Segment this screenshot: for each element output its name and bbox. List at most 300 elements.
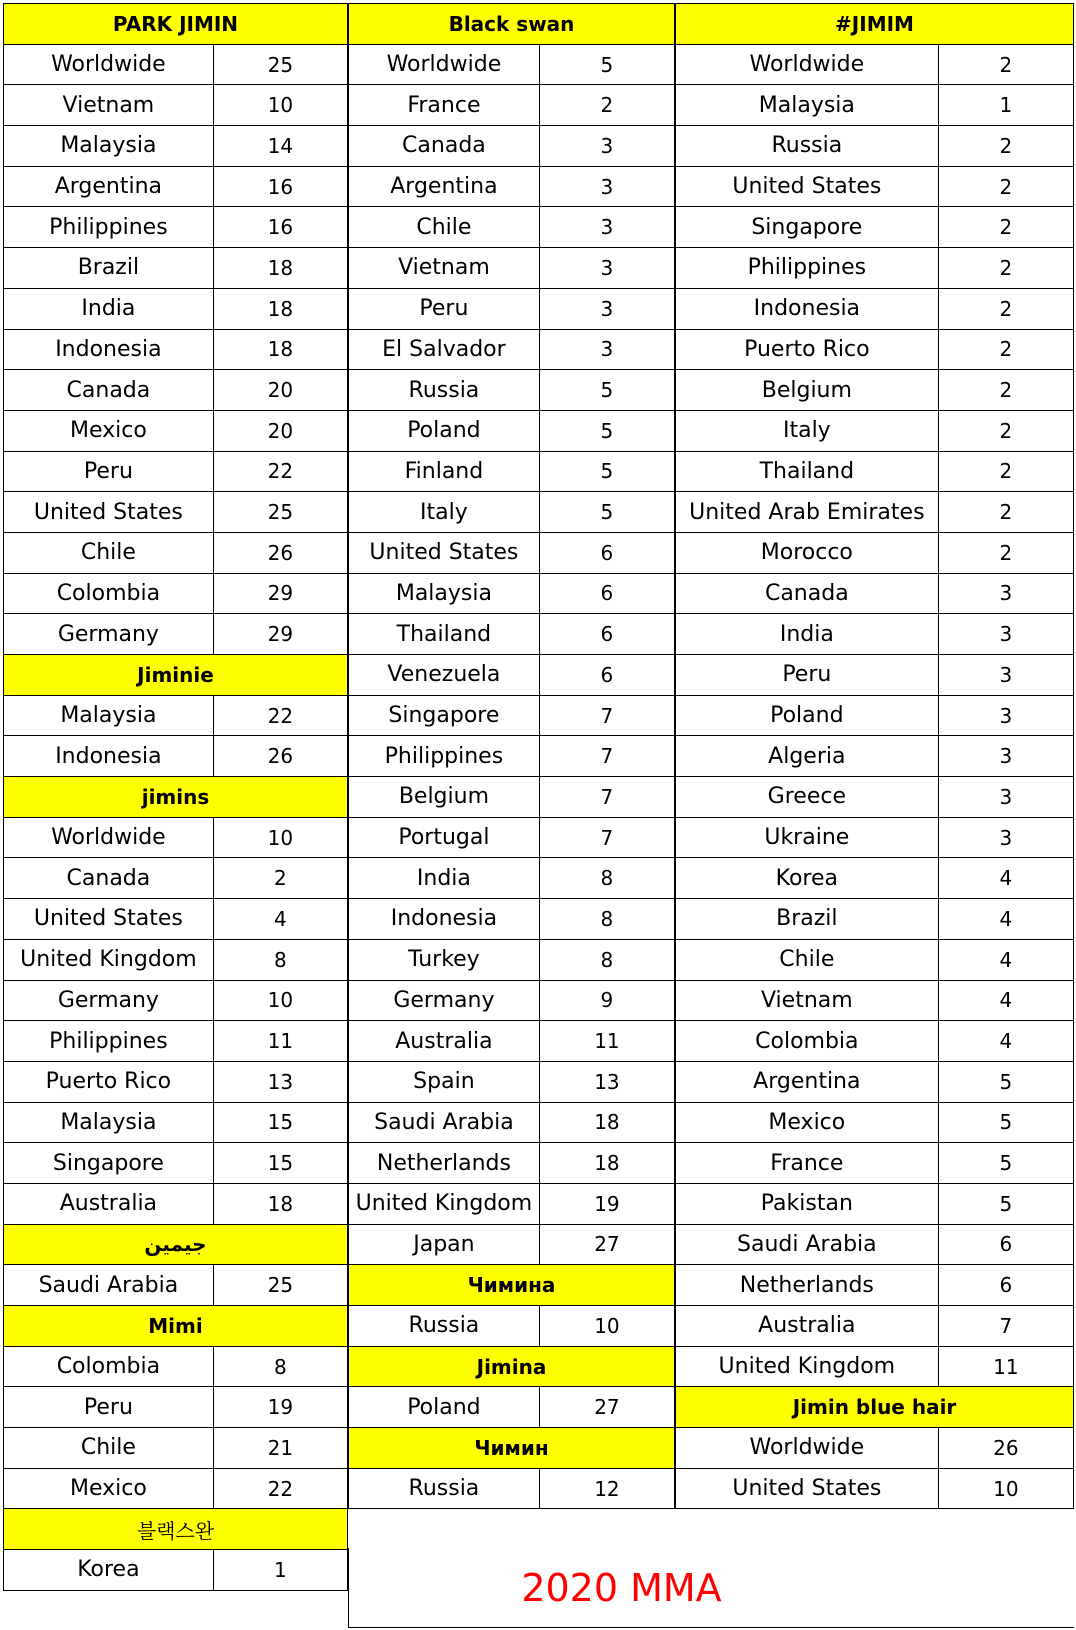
rank-cell: 3 [999,703,1013,728]
rank-cell: 20 [267,378,294,403]
rank-cell: 2 [999,337,1013,362]
table-row [348,898,675,940]
rank-cell: 15 [267,1151,294,1176]
table-row [675,166,1074,208]
rank-cell: 27 [594,1232,620,1257]
country-cell: Argentina [349,167,540,207]
country-cell: France [676,1143,939,1183]
country-cell: Vietnam [4,85,214,125]
rank-cell: 25 [267,52,294,77]
table-row [675,1427,1074,1469]
table-row [3,329,348,371]
rank-cell: 2 [999,133,1013,158]
country-cell: Mexico [4,1469,214,1509]
table-row [675,206,1074,248]
table-row [348,695,675,737]
rank-cell: 3 [999,581,1013,606]
rank-cell: 5 [999,1151,1013,1176]
section-header: Mimi [3,1305,348,1347]
country-cell: Venezuela [349,655,540,695]
country-cell: Chile [349,207,540,247]
table-row [3,410,348,452]
table-row [3,1061,348,1103]
table-row [348,573,675,615]
country-cell: Puerto Rico [4,1062,214,1102]
country-cell: Philippines [349,736,540,776]
rank-cell: 7 [600,744,614,769]
rank-cell: 18 [267,1191,294,1216]
table-row [3,1386,348,1428]
table-row [675,1305,1074,1347]
country-cell: Indonesia [349,899,540,939]
rank-cell: 13 [267,1069,294,1094]
rank-cell: 8 [600,866,614,891]
rank-cell: 2 [999,378,1013,403]
table-row [675,125,1074,167]
table-row [348,1183,675,1225]
rank-cell: 22 [267,459,294,484]
table-row [348,1061,675,1103]
country-cell: Malaysia [4,1103,214,1143]
rank-cell: 22 [267,1476,294,1501]
rank-cell: 7 [600,784,614,809]
table-row [675,1061,1074,1103]
table-row [3,573,348,615]
country-cell: Ukraine [676,818,939,858]
table-row [3,491,348,533]
country-cell: Russia [349,1306,540,1346]
rank-cell: 16 [267,215,294,240]
rank-cell: 8 [274,947,287,972]
country-cell: Poland [349,411,540,451]
table-row [3,980,348,1022]
rank-cell: 11 [267,1029,294,1054]
table-row [348,84,675,126]
country-cell: United Kingdom [4,940,214,980]
rank-cell: 6 [600,581,614,606]
table-row [675,857,1074,899]
table-row [675,1264,1074,1306]
rank-cell: 19 [267,1395,294,1420]
footer [348,1548,1074,1628]
country-cell: United States [676,1469,939,1509]
country-cell: El Salvador [349,330,540,370]
table-row [675,410,1074,452]
rank-cell: 19 [594,1191,620,1216]
country-cell: United States [349,533,540,573]
country-cell: Malaysia [4,696,214,736]
section-header: Black swan [348,3,675,45]
table-row [675,817,1074,859]
country-cell: Worldwide [676,45,939,85]
table-row [348,857,675,899]
table-row [3,1549,348,1591]
table-row [348,1468,675,1510]
table-row [3,1020,348,1062]
country-cell: Russia [349,370,540,410]
table-row [348,817,675,859]
country-cell: Australia [4,1184,214,1224]
country-cell: Singapore [349,696,540,736]
table-row [675,695,1074,737]
column-middle [348,4,675,1509]
country-cell: Morocco [676,533,939,573]
country-cell: United States [676,167,939,207]
rank-cell: 2 [999,52,1013,77]
rank-cell: 5 [600,500,614,525]
country-cell: Malaysia [4,126,214,166]
rank-cell: 2 [274,866,287,891]
rank-cell: 4 [999,866,1013,891]
country-cell: Worldwide [4,45,214,85]
country-cell: Portugal [349,818,540,858]
country-cell: Brazil [4,248,214,288]
country-cell: Colombia [4,1347,214,1387]
country-cell: Singapore [676,207,939,247]
table-row [348,125,675,167]
table-row [348,532,675,574]
section-header: Jiminie [3,654,348,696]
rank-cell: 3 [999,744,1013,769]
table-row [3,288,348,330]
table-row [675,573,1074,615]
rank-cell: 2 [999,215,1013,240]
rank-cell: 8 [600,947,614,972]
table-row [3,1346,348,1388]
country-cell: France [349,85,540,125]
rank-cell: 11 [594,1029,620,1054]
column-right [675,4,1074,1509]
rank-cell: 5 [600,418,614,443]
rank-cell: 2 [600,93,614,118]
country-cell: Indonesia [676,289,939,329]
country-cell: Thailand [676,452,939,492]
country-cell: Philippines [4,207,214,247]
rank-cell: 4 [999,1029,1013,1054]
section-header: #JIMIM [675,3,1074,45]
table-row [348,44,675,86]
table-row [675,1183,1074,1225]
country-cell: Canada [4,858,214,898]
country-cell: Germany [4,981,214,1021]
table-row [3,1183,348,1225]
rank-cell: 7 [600,703,614,728]
rank-cell: 10 [267,825,294,850]
table-row [348,1224,675,1266]
country-cell: Puerto Rico [676,330,939,370]
table-row [348,776,675,818]
rank-cell: 4 [999,988,1013,1013]
table-row [348,735,675,777]
rank-cell: 18 [594,1110,620,1135]
rank-cell: 8 [600,906,614,931]
table-row [675,939,1074,981]
rank-cell: 26 [267,744,294,769]
table-row [675,776,1074,818]
table-row [675,369,1074,411]
table-row [675,1224,1074,1266]
rank-cell: 2 [999,255,1013,280]
rank-cell: 5 [600,378,614,403]
rank-cell: 7 [600,825,614,850]
country-cell: Chile [4,533,214,573]
table-row [675,329,1074,371]
rank-cell: 14 [267,133,294,158]
section-header: Чимина [348,1264,675,1306]
table-row [3,898,348,940]
country-cell: Saudi Arabia [4,1265,214,1305]
country-cell: Peru [349,289,540,329]
rank-cell: 15 [267,1110,294,1135]
country-cell: Finland [349,452,540,492]
country-cell: Algeria [676,736,939,776]
table-row [348,613,675,655]
country-cell: Canada [676,574,939,614]
country-cell: United States [4,492,214,532]
country-cell: India [349,858,540,898]
country-cell: Malaysia [349,574,540,614]
table-row [675,532,1074,574]
country-cell: Russia [676,126,939,166]
table-row [675,288,1074,330]
column-left [3,4,348,1591]
country-cell: Japan [349,1225,540,1265]
table-row [3,247,348,289]
rank-cell: 4 [274,906,287,931]
table-row [348,247,675,289]
rank-cell: 2 [999,540,1013,565]
table-row [675,980,1074,1022]
rank-cell: 2 [999,174,1013,199]
rank-cell: 21 [267,1435,294,1460]
table-row [3,1264,348,1306]
rank-cell: 29 [267,581,294,606]
rank-cell: 3 [999,662,1013,687]
table-row [348,166,675,208]
table-row [675,1020,1074,1062]
rank-cell: 26 [993,1435,1019,1460]
footer-title: 2020 MMA [521,1565,722,1610]
rank-cell: 3 [999,622,1013,647]
country-cell: Canada [4,370,214,410]
country-cell: Thailand [349,614,540,654]
table-row [3,613,348,655]
table-row [3,166,348,208]
rank-cell: 3 [999,784,1013,809]
country-cell: Australia [349,1021,540,1061]
country-cell: Netherlands [676,1265,939,1305]
country-cell: Saudi Arabia [349,1103,540,1143]
table-row [675,491,1074,533]
rank-cell: 1 [999,93,1013,118]
country-cell: Mexico [676,1103,939,1143]
table-row [3,1102,348,1144]
rank-cell: 1 [274,1557,287,1582]
country-cell: Indonesia [4,736,214,776]
country-cell: Germany [349,981,540,1021]
rank-cell: 18 [267,255,294,280]
country-cell: Pakistan [676,1184,939,1224]
table-row [675,1468,1074,1510]
rank-cell: 3 [600,174,614,199]
country-cell: Colombia [676,1021,939,1061]
table-row [675,654,1074,696]
table-row [348,451,675,493]
country-cell: Worldwide [676,1428,939,1468]
table-row [675,1346,1074,1388]
country-cell: Turkey [349,940,540,980]
table-row [348,1305,675,1347]
section-header: جيمين [3,1224,348,1266]
table-row [3,735,348,777]
country-cell: Worldwide [349,45,540,85]
rank-cell: 3 [600,133,614,158]
rank-cell: 3 [600,296,614,321]
country-cell: Poland [349,1387,540,1427]
table-row [3,1427,348,1469]
table-row [348,288,675,330]
rank-cell: 18 [594,1151,620,1176]
table-row [348,369,675,411]
rank-cell: 18 [267,337,294,362]
rank-cell: 25 [267,1273,294,1298]
table-row [348,206,675,248]
rank-cell: 18 [267,296,294,321]
table-row [348,1102,675,1144]
table-row [348,654,675,696]
table-row [3,817,348,859]
rank-cell: 27 [594,1395,620,1420]
table-row [348,939,675,981]
country-cell: Greece [676,777,939,817]
table-row [348,1386,675,1428]
section-header: jimins [3,776,348,818]
country-cell: Philippines [676,248,939,288]
table-row [3,84,348,126]
country-cell: Italy [349,492,540,532]
rank-cell: 2 [999,459,1013,484]
rank-cell: 29 [267,622,294,647]
rank-cell: 3 [600,215,614,240]
rank-cell: 2 [999,418,1013,443]
rank-cell: 6 [999,1273,1013,1298]
country-cell: Canada [349,126,540,166]
rank-cell: 8 [274,1354,287,1379]
table-row [3,44,348,86]
table-row [348,491,675,533]
section-header: Чимин [348,1427,675,1469]
table-row [675,44,1074,86]
country-cell: Peru [4,452,214,492]
table-row [3,695,348,737]
rank-cell: 4 [999,906,1013,931]
rank-cell: 7 [999,1313,1013,1338]
rank-cell: 22 [267,703,294,728]
table-row [348,980,675,1022]
table-row [3,1468,348,1510]
country-cell: Peru [676,655,939,695]
rank-cell: 2 [999,500,1013,525]
country-cell: Vietnam [349,248,540,288]
country-cell: Chile [676,940,939,980]
table-row [3,1142,348,1184]
country-cell: Chile [4,1428,214,1468]
rank-cell: 16 [267,174,294,199]
table-row [3,451,348,493]
country-cell: Korea [4,1550,214,1590]
country-cell: Poland [676,696,939,736]
table-row [348,1142,675,1184]
rank-cell: 10 [993,1476,1019,1501]
rank-cell: 12 [594,1476,620,1501]
rank-cell: 25 [267,500,294,525]
country-cell: Saudi Arabia [676,1225,939,1265]
rank-cell: 13 [594,1069,620,1094]
table-row [675,451,1074,493]
country-cell: Malaysia [676,85,939,125]
country-cell: Peru [4,1387,214,1427]
table-row [348,329,675,371]
rank-cell: 4 [999,947,1013,972]
country-cell: Korea [676,858,939,898]
country-cell: Belgium [676,370,939,410]
table-row [675,735,1074,777]
rank-cell: 20 [267,418,294,443]
rank-cell: 5 [999,1110,1013,1135]
rank-cell: 9 [600,988,614,1013]
country-cell: India [4,289,214,329]
table-row [675,1102,1074,1144]
country-cell: United States [4,899,214,939]
country-cell: Singapore [4,1143,214,1183]
section-header: Jimin blue hair [675,1386,1074,1428]
rank-cell: 2 [999,296,1013,321]
country-cell: Indonesia [4,330,214,370]
country-cell: Philippines [4,1021,214,1061]
rank-cell: 6 [600,622,614,647]
table-row [3,939,348,981]
country-cell: Brazil [676,899,939,939]
section-header: Jimina [348,1346,675,1388]
table-row [3,532,348,574]
table-row [675,898,1074,940]
table-row [675,247,1074,289]
rank-cell: 10 [267,988,294,1013]
country-cell: Netherlands [349,1143,540,1183]
rank-cell: 5 [999,1069,1013,1094]
country-cell: United Kingdom [349,1184,540,1224]
rank-cell: 6 [600,540,614,565]
rank-cell: 10 [267,93,294,118]
country-cell: Vietnam [676,981,939,1021]
rank-cell: 3 [600,255,614,280]
country-cell: Russia [349,1469,540,1509]
table-row [3,206,348,248]
table-row [3,125,348,167]
country-cell: United Kingdom [676,1347,939,1387]
country-cell: India [676,614,939,654]
section-header: 블랙스완 [3,1508,348,1550]
rank-cell: 3 [600,337,614,362]
country-cell: Australia [676,1306,939,1346]
table-row [675,613,1074,655]
rank-cell: 3 [999,825,1013,850]
country-cell: Spain [349,1062,540,1102]
country-cell: Germany [4,614,214,654]
country-cell: Italy [676,411,939,451]
rank-cell: 26 [267,540,294,565]
rank-cell: 11 [993,1354,1019,1379]
